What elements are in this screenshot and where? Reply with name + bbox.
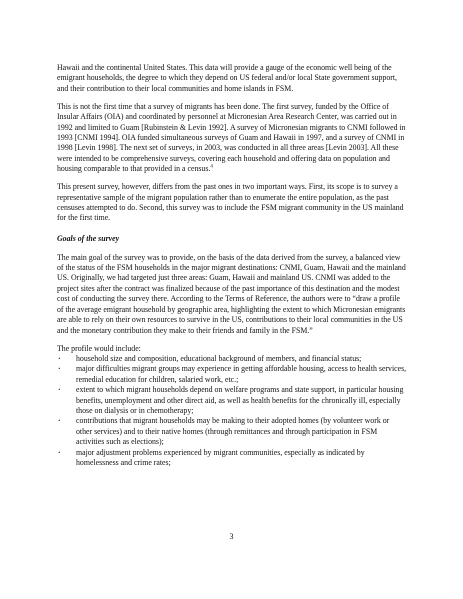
paragraph-previous-surveys-text: This is not the first time that a survey of migrants has been done. The first survey, funded by the Office of Insular Affairs (OIA) and coordinated by personnel at Micronesian Area Research Center, was carried out in 1992 and limited to Guam [Rubinstein & Levin 1992]. A survey of Micronesian migrants to CNMI followed in 1993 [CNMI 1994]. OIA funded simultaneous surveys of Guam and Hawaii in 1997, and a survey of CNMI in 1998 [Levin 1998]. The next set of surveys, in 2003, was conducted in all three areas [Levin 2003]. All these were intended to be comprehensive surveys, covering each household and offering data on population and housing comparable to that provided in a census. xyxy=(57,101,406,174)
bullet-item: · major difficulties migrant groups may experience in getting affordable housing, access to health services, remedial education for children, salaried work, etc.; xyxy=(57,364,407,385)
section-heading-goals: Goals of the survey xyxy=(57,233,120,243)
bullet-item: · household size and composition, educational background of members, and financial status; xyxy=(57,354,407,364)
bullet-item: · major adjustment problems experienced by migrant communities, especially as indicated by homelessness and crime rates; xyxy=(57,448,407,469)
paragraph-previous-surveys xyxy=(57,102,407,175)
bullet-item: · extent to which migrant households depend on welfare programs and state support, in particular housing benefits, unemployment and other direct aid, as well as health benefits for the chronically ill, especially those on dialysis or in chemotherapy; xyxy=(57,385,407,416)
paragraph-intro: Hawaii and the continental United States. This data will provide a gauge of the economic well being of the emigrant households, the degree to which they depend on US federal and/or local State government support, and their contribution to their local communities and home islands in FSM. xyxy=(57,63,398,93)
document-page xyxy=(57,63,407,468)
page-number: 3 xyxy=(229,532,234,541)
paragraph-main-goal: The main goal of the survey was to provide, on the basis of the data derived from the survey, a balanced view of the status of the FSM households in the major migrant destinations: CNMI, Guam, Hawaii and the mainland US. Originally, we had targeted just three areas: Guam, Hawaii and mainland US. CNMI was added to the project sites after the contract was finalized because of the past importance of this destination and the modest cost of conducting the survey there. According to the Terms of Reference, the authors were to “draw a profile of the average emigrant household by geographic area, highlighting the extent to which Micronesian emigrants are able to rely on their own resources to survive in the US, contributions to their local communities in the US and the monetary contribution they make to their friends and family in the FSM.” xyxy=(57,252,406,335)
profile-bullet-list xyxy=(57,354,407,468)
paragraph-profile-intro: The profile would include: xyxy=(57,343,141,353)
bullet-item: · contributions that migrant households may be making to their adopted homes (by volunteer work or other services) and to their native homes (through remittances and through participation in FSM activities such as elections); xyxy=(57,416,407,447)
footnote-marker: 4 xyxy=(210,164,213,170)
paragraph-present-survey: This present survey, however, differs from the past ones in two important ways. First, its scope is to survey a representative sample of the migrant population rather than to enumerate the entire population, as the past censuses attempted to do. Second, this survey was to include the FSM migrant community in the US mainland for the first time. xyxy=(57,182,404,223)
